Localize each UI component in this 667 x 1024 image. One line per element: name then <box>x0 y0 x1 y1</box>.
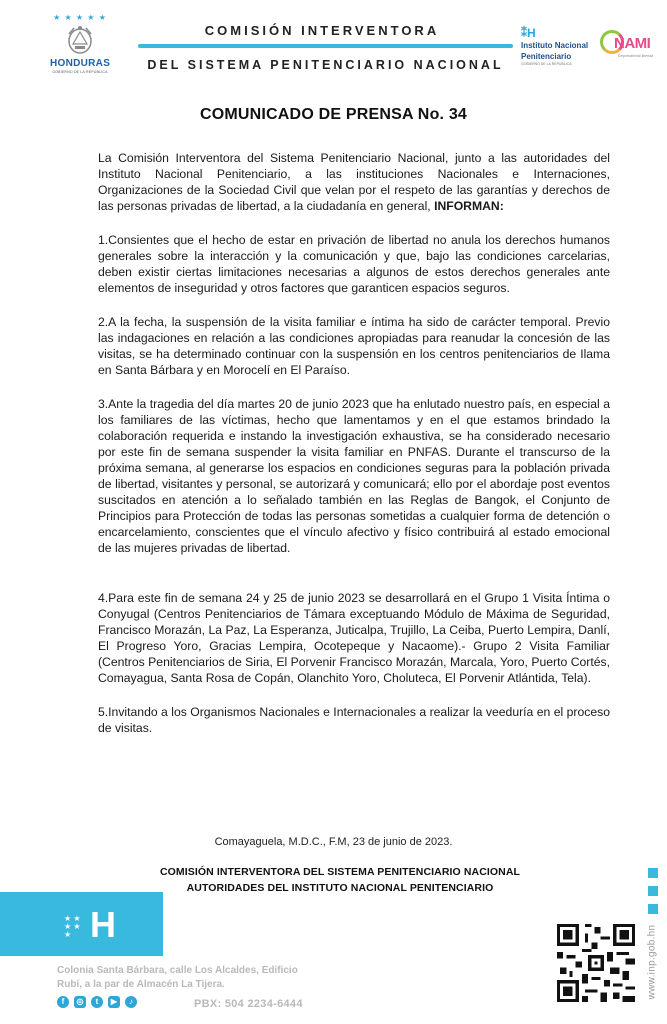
facebook-icon[interactable]: f <box>57 996 69 1008</box>
inp-name-line1: Instituto Nacional <box>521 41 589 50</box>
accent-square <box>648 886 658 896</box>
address-line2: Rubí, a la par de Almacén La Tijera. <box>57 979 225 990</box>
footer-stars: ★ ★ ★ ★ ★ <box>64 914 81 939</box>
website-text: www.inp.gob.hn <box>646 924 658 1000</box>
social-links <box>57 996 137 1008</box>
intro-text: La Comisión Interventora del Sistema Penitenciario Nacional, junto a las autoridades del Instituto Nacional Penitenciario, a las instituciones Nacionales e Internaciones, Organizaciones de la Sociedad Civil que velan por el respeto de las garantías y derechos de las personas privadas de libertad, a la ciudadanía en general, <box>98 151 610 213</box>
honduras-logo <box>50 14 110 74</box>
point-4: 4.Para este fin de semana 24 y 25 de junio 2023 se desarrollará en el Grupo 1 Visita Íntima o Conyugal (Centros Penitenciarios de Támara exceptuando Módulo de Máxima de Seguridad, Francisco Morazán, La Paz, La Esperanza, Juticalpa, Trujillo, La Ceiba, Puerto Lempira, Danlí, El Progreso Yoro, Gracias Lempira, Ocotepeque y Nacaome).- Grupo 2 Visita Familiar (Centros Penitenciarios de Siria, El Porvenir Francisco Morazán, Marcala, Yoro, Puerto Cortés, Comayagua, Santa Rosa de Copán, Olanchito Yoro, Choluteca, El Porvenir Atlántida, Tela). <box>98 591 610 685</box>
accent-square <box>648 868 658 878</box>
footer-logo-mark: H <box>90 904 116 945</box>
intro-paragraph <box>98 150 610 214</box>
point-5: 5.Invitando a los Organismos Nacionales e Internacionales a realizar la veeduría en el proceso de visitas. <box>98 705 610 735</box>
honduras-name: HONDURAS <box>50 58 111 69</box>
inp-logo <box>521 27 601 66</box>
header-title-line2: DEL SISTEMA PENITENCIARIO NACIONAL <box>147 58 504 72</box>
page-title: COMUNICADO DE PRENSA No. 34 <box>199 106 468 123</box>
tiktok-icon[interactable]: ♪ <box>125 996 137 1008</box>
nami-text: NAMI <box>614 35 651 52</box>
inp-name-line2: Penitenciario <box>521 52 572 61</box>
point-3: 3.Ante la tragedia del día martes 20 de junio 2023 que ha enlutado nuestro país, en especial a los familiares de las víctimas, hecho que lamentamos y en el que estamos brindado la colaboración requerida e instando la investigación exhaustiva, se ha considerado necesario por este fin de semana suspender la visita familiar en PNFAS. Durante el transcurso de la próxima semana, al generarse los espacios en condiciones seguras para la población privada de libertad, visitantes y personal, se autorizará y comunicará; ello por el abordaje post eventos suscitados en atención a lo señalado también en las Reglas de Bangok, el Conjunto de Principios para Protección de todas las personas sometidas a cualquier forma de detención o encarcelamiento, conscientes que el vínculo afectivo y físico contribuirá al estado emocional de las mujeres privadas de libertad. <box>98 397 610 555</box>
instagram-icon[interactable]: ◎ <box>74 996 86 1008</box>
qr-code-icon[interactable] <box>557 924 635 1002</box>
header-title-line1: COMISIÓN INTERVENTORA <box>204 23 440 38</box>
footer-address <box>57 964 347 992</box>
point-2: 2.A la fecha, la suspensión de la visita familiar e íntima ha sido de carácter temporal. Previo las indagaciones en relación a las condiciones apropiadas para reanudar la concesión de las visitas, se ha determinado continuar con la suspensión en los centros penitenciarios de Ilama en Santa Bárbara y en Morocelí en El Paraíso. <box>98 315 610 377</box>
press-release-body <box>98 150 610 736</box>
nami-subtitle: Emprendiendo libertad <box>618 54 654 58</box>
signature-line2: AUTORIDADES DEL INSTITUTO NACIONAL PENITENCIARIO <box>186 882 494 894</box>
signature-line1: COMISIÓN INTERVENTORA DEL SISTEMA PENITENCIARIO NACIONAL <box>159 866 521 878</box>
footer-phone: PBX: 504 2234-6444 <box>194 998 303 1010</box>
honduras-subtitle: GOBIERNO DE LA REPÚBLICA <box>52 70 108 74</box>
coat-of-arms-icon <box>65 24 95 56</box>
youtube-icon[interactable]: ▶ <box>108 996 120 1008</box>
inp-subtitle: GOBIERNO DE LA REPÚBLICA <box>521 62 572 66</box>
honduras-stars: ★ ★ ★ ★ ★ <box>53 13 107 22</box>
inp-mark-icon: ⁑H <box>521 26 536 40</box>
header-divider <box>138 44 513 48</box>
place-date: Comayaguela, M.D.C., F.M, 23 de junio de 2023. <box>214 836 453 848</box>
point-1: 1.Consientes que el hecho de estar en privación de libertad no anula los derechos humanos generales sobre la interacción y la comunicación y que, bajo las condiciones carcelarias, deben existir ciertas limitaciones necesarias a algunos de estos derechos generales ante elementos de inseguridad y otros factores que garanticen espacios seguros. <box>98 233 610 295</box>
nami-logo <box>600 30 658 64</box>
twitter-icon[interactable]: t <box>91 996 103 1008</box>
intro-emphasis: INFORMAN: <box>434 199 504 213</box>
website-label[interactable] <box>644 912 660 1012</box>
address-line1: Colonia Santa Bárbara, calle Los Alcaldes, Edificio <box>57 965 298 976</box>
